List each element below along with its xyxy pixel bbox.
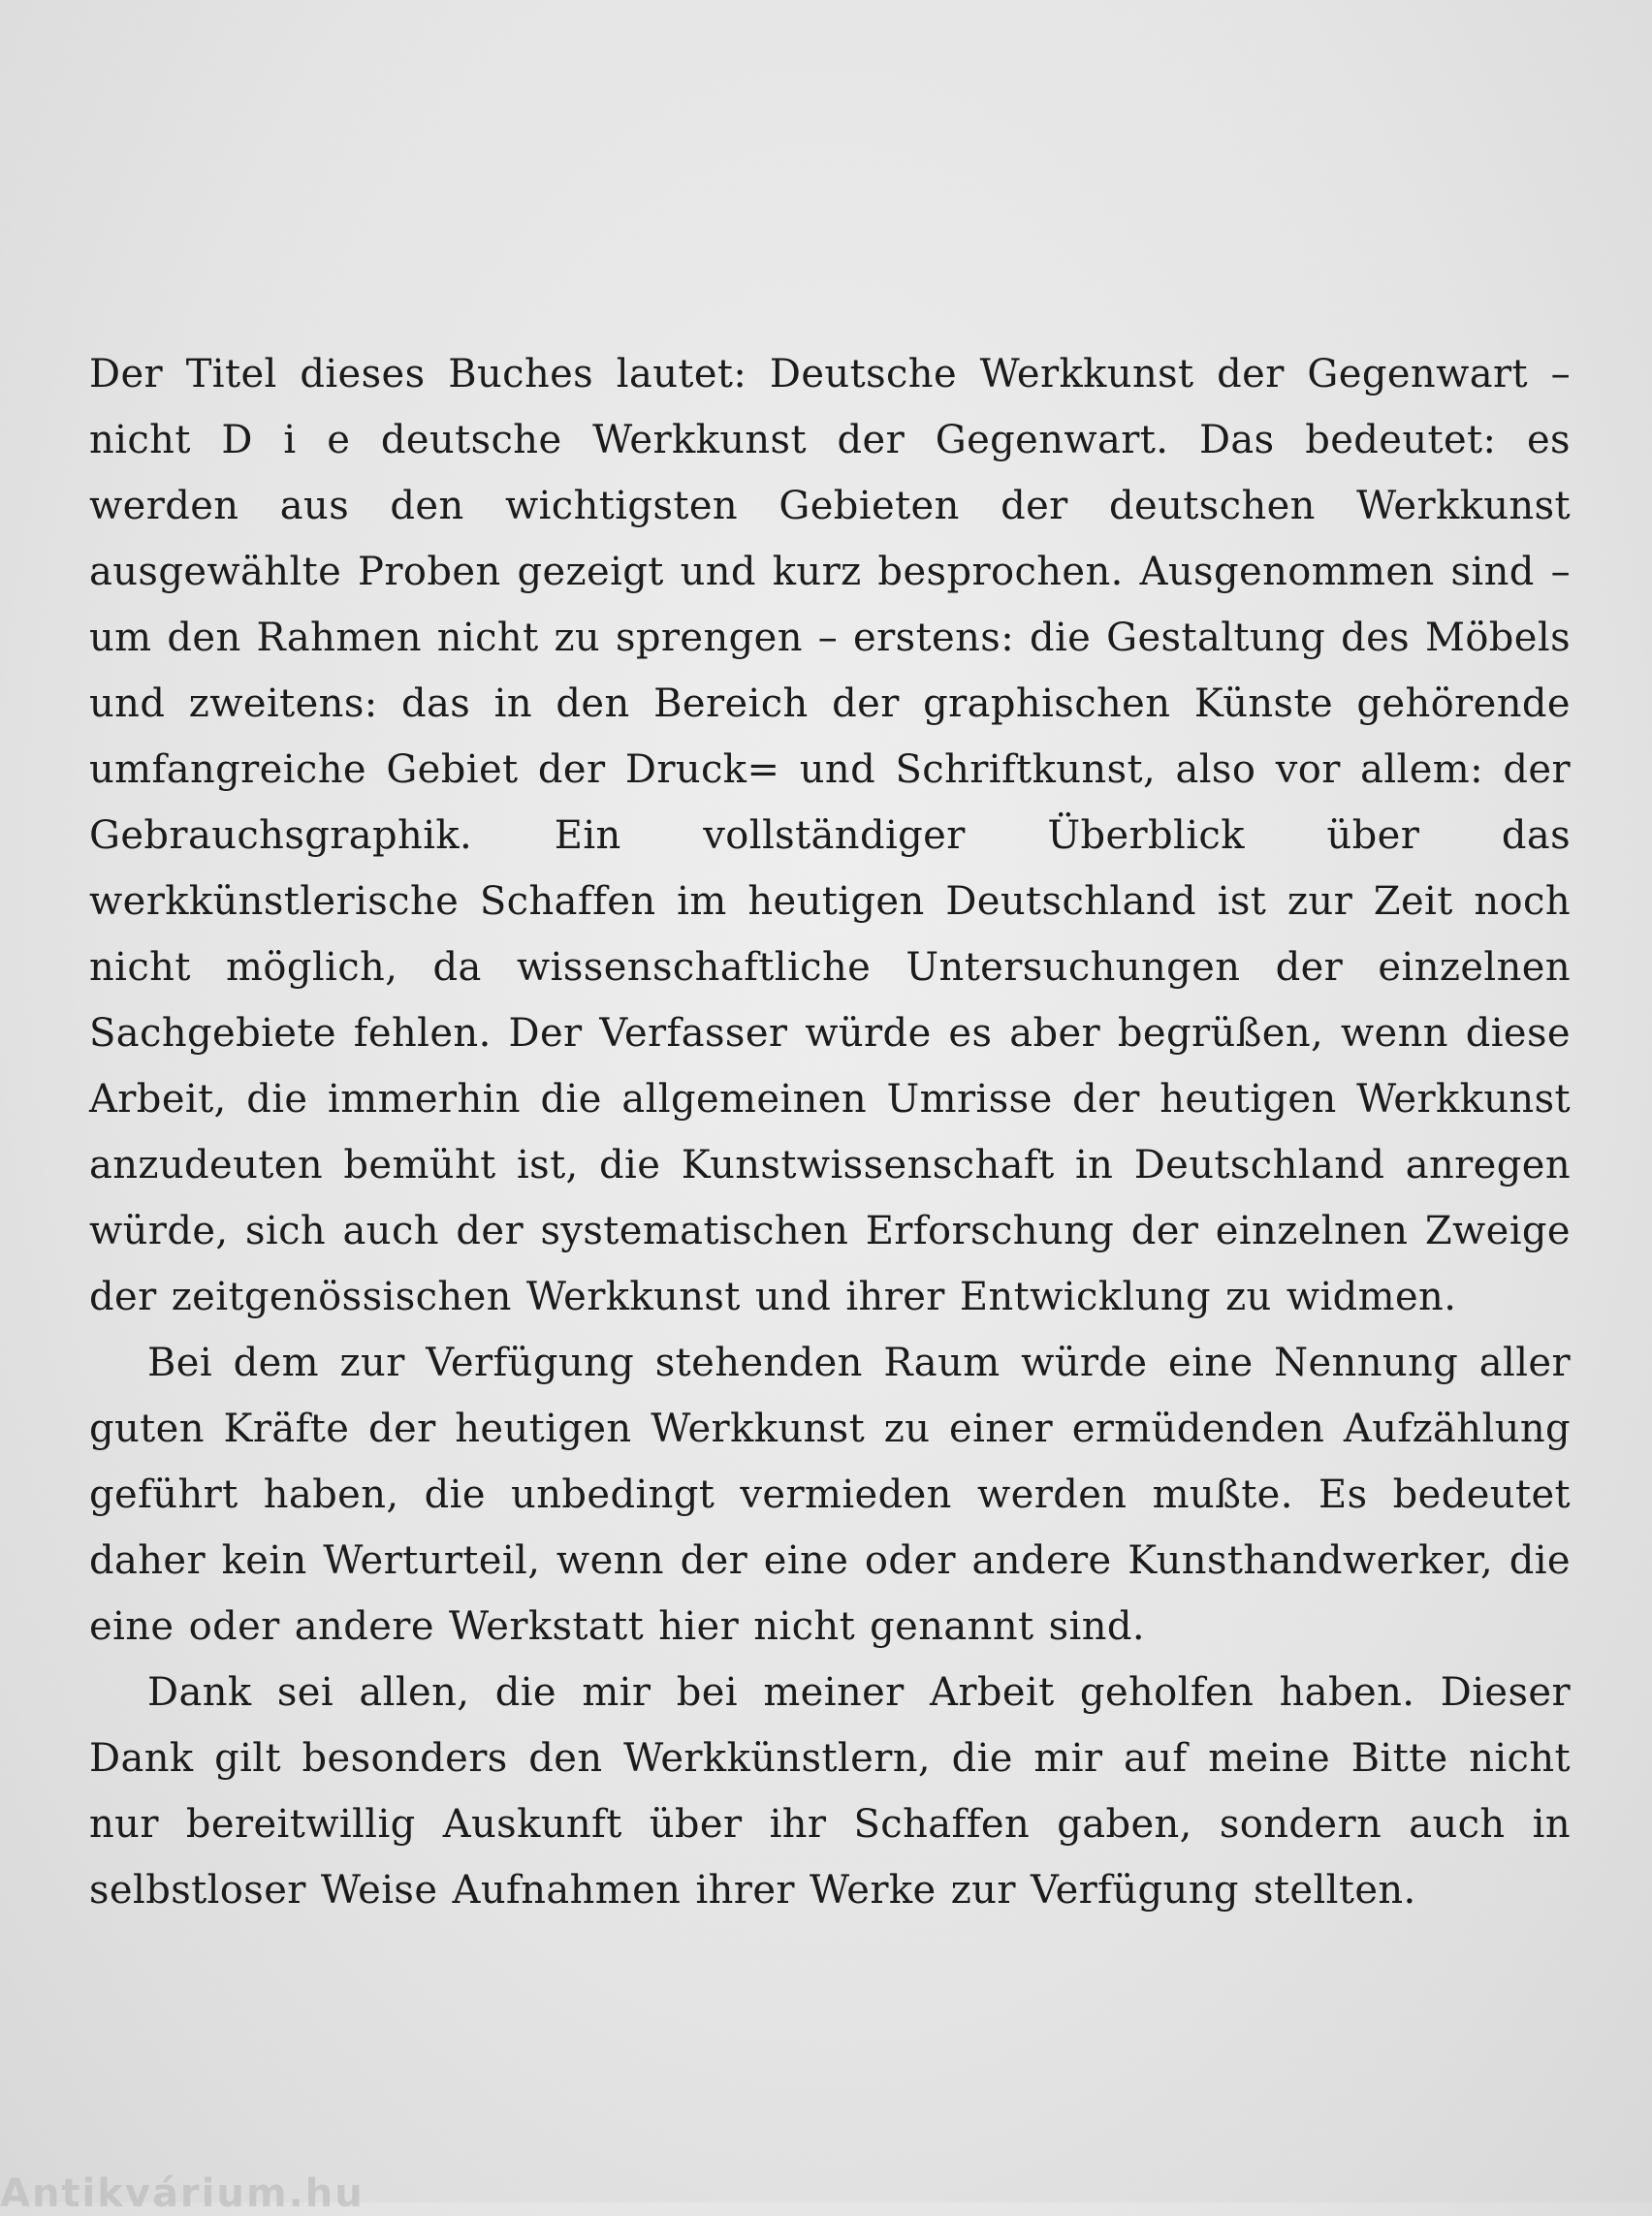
watermark: Antikvárium.hu [0,2171,365,2216]
paragraph-acknowledgements: Dank sei allen, die mir bei meiner Arbeit geholfen haben. Dieser Dank gilt besonders den Werkkünstlern, die mir auf meine Bitte nicht nur bereitwillig Auskunft über ihr Schaffen gaben, sondern auch in selbstloser Weise Aufnahmen ihrer Werke zur Verfügung stellten. [89,1670,1571,1913]
paragraph-scope-note: Bei dem zur Verfügung stehenden Raum würde eine Nennung aller guten Kräfte der heutigen Werkkunst zu einer ermüdenden Aufzählung geführt haben, die unbedingt vermieden werden mußte. Es bedeutet daher kein Werturteil, wenn der eine oder andere Kunsthandwerker, die eine oder andere Werkstatt hier nicht genannt sind. [89,1341,1571,1649]
paragraph-intro: Der Titel dieses Buches lautet: Deutsche Werkkunst der Gegenwart – nicht D i e deutsche Werkkunst der Gegenwart. Das bedeutet: es werden aus den wichtigsten Gebieten der deutschen Werkkunst ausgewählte Proben gezeigt und kurz besprochen. Ausgenommen sind – um den Rahmen nicht zu sprengen – erstens: die Gestaltung des Möbels und zweitens: das in den Bereich der graphischen Künste gehörende umfangreiche Gebiet der Druck= und Schriftkunst, also vor allem: der Gebrauchsgraphik. Ein vollständiger Überblick über das werkkünstlerische Schaffen im heutigen Deutschland ist zur Zeit noch nicht möglich, da wissenschaftliche Untersuchungen der einzelnen Sachgebiete fehlen. Der Verfasser würde es aber begrüßen, wenn diese Arbeit, die immerhin die allgemeinen Umrisse der heutigen Werkkunst anzudeuten bemüht ist, die Kunstwissenschaft in Deutschland anregen würde, sich auch der systematischen Erforschung der einzelnen Zweige der zeitgenössischen Werkkunst und ihrer Entwicklung zu widmen. [89,352,1571,1319]
page-text [89,341,1571,1923]
